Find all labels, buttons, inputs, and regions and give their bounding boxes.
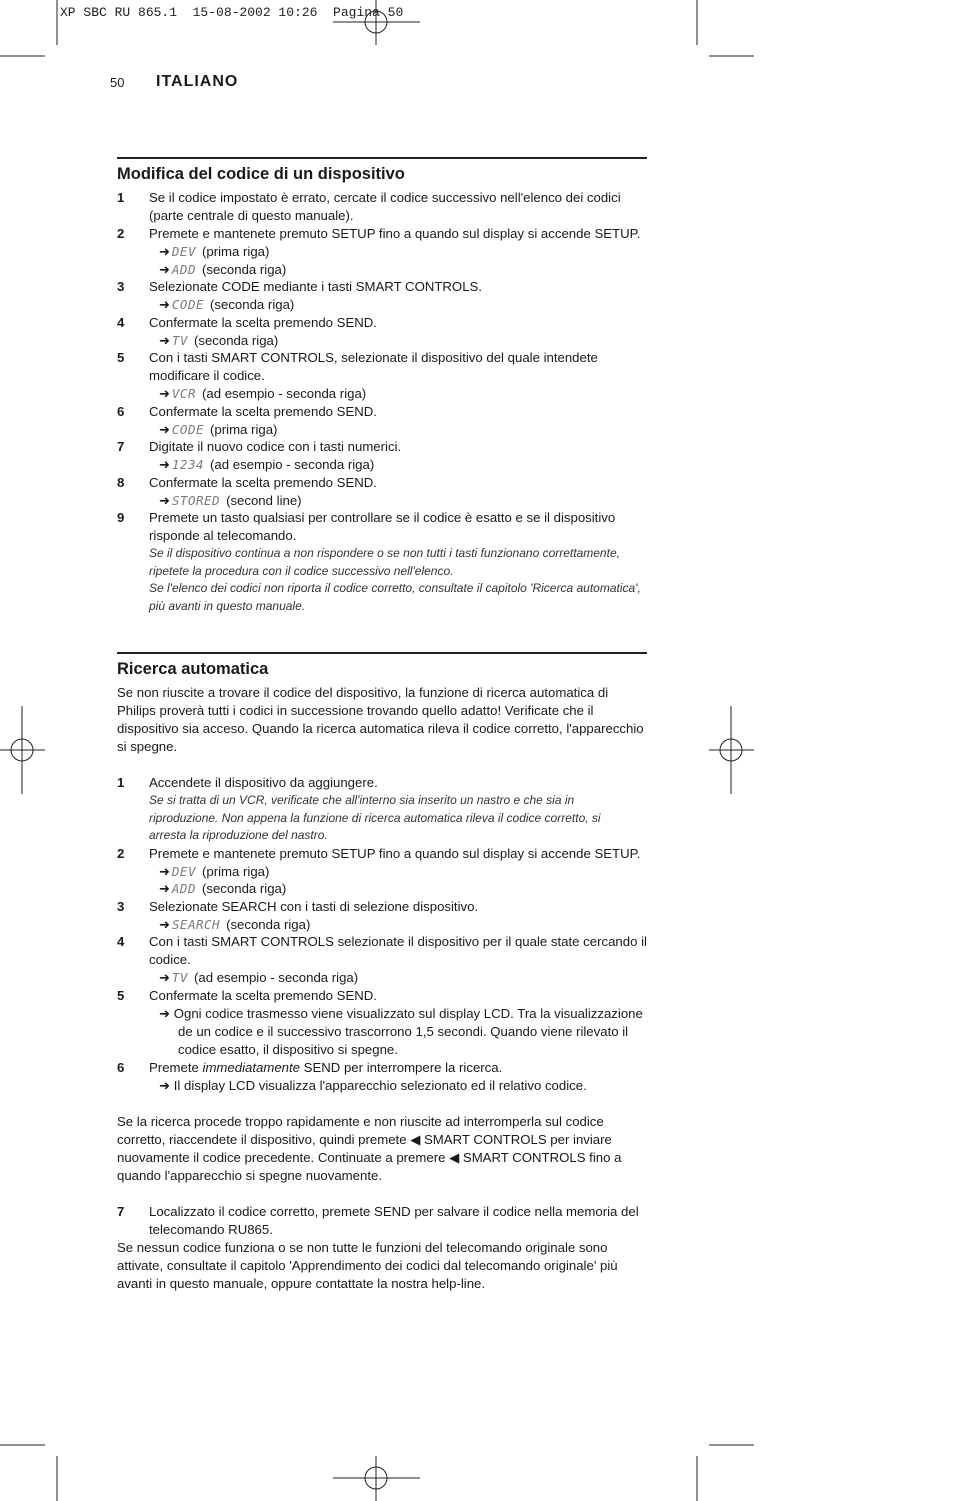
arrow-icon: ➜ [159,492,170,508]
step-number: 5 [117,350,125,365]
arrow-icon: ➜ [159,386,170,401]
step-number: 1 [117,775,125,790]
lcd-display-text: DEV [171,863,196,879]
page-number: 50 [110,75,125,90]
note: Se il dispositivo continua a non rispondere o se non tutti i tasti funzionano correttamente, ripetete la procedura con il codice successivo nell'elenco. [149,546,620,578]
result-text: Il display LCD visualizza l'apparecchio selezionato ed il relativo codice. [173,1077,587,1093]
lcd-display-text: CODE [171,297,205,312]
step [117,349,647,385]
step-number: 3 [117,898,125,914]
step-number: 3 [117,279,125,294]
lcd-display-text: 1234 [171,457,205,472]
step [117,474,647,492]
result-line [117,421,647,439]
paragraph: Se nessun codice funziona o se non tutte le funzioni del telecomando originale sono attivate, consultate il capitolo 'Apprendimento dei codici dal telecomando originale' più avanti in questo manuale, oppure contattate la nostra help-line. [117,1239,618,1291]
step [117,845,647,863]
step-text: Accendete il dispositivo da aggiungere. [149,775,378,790]
step-number: 7 [117,1203,125,1219]
section-auto-search [117,652,647,1293]
step-number: 6 [117,403,125,419]
arrow-icon: ➜ [159,244,170,259]
result-line [117,1005,647,1059]
note: Se l'elenco dei codici non riporta il codice corretto, consultate il capitolo 'Ricerca automatica', più avanti in questo manuale. [149,581,641,613]
step [117,774,647,792]
printer-slug: XP SBC RU 865.1 15-08-2002 10:26 Pagina 50 [60,5,404,20]
result-text: (seconda riga) [201,881,287,896]
result-line [117,332,647,350]
step-number: 1 [117,190,125,205]
section-title: Ricerca automatica [117,660,269,678]
section-rule [117,652,647,654]
result-text: Ogni codice trasmesso viene visualizzato sul display LCD. Tra la visualizzazione de un codice e il successivo trascorrono 1,5 secondi. Quando viene rilevato il codice esatto, il dispositivo si spegne. [173,1005,643,1057]
lcd-display-text: TV [171,332,188,348]
result-text: (prima riga) [210,421,278,437]
section-rule [117,157,647,159]
step-text: Premete e mantenete premuto SETUP fino a quando sul display si accende SETUP. [149,845,641,861]
step-text: Selezionate SEARCH con i tasti di selezione dispositivo. [149,898,479,914]
result-line [117,1077,647,1095]
result-line [117,916,647,934]
result-line [117,880,647,898]
step-number: 6 [117,1059,125,1075]
result-text: (second line) [226,492,302,508]
lcd-display-text: ADD [171,881,196,896]
step [117,225,647,243]
result-text: (prima riga) [201,863,270,879]
step [117,403,647,421]
step-text: Confermate la scelta premendo SEND. [149,474,377,490]
step-text: Confermate la scelta premendo SEND. [149,987,377,1003]
step-text: Localizzato il codice corretto, premete SEND per salvare il codice nella memoria del telecomando RU865. [149,1203,639,1237]
result-text: (ad esempio - seconda riga) [210,457,375,472]
result-line [117,243,647,261]
arrow-icon: ➜ [159,261,170,277]
step [117,1203,647,1239]
step-text: Confermate la scelta premendo SEND. [149,314,377,330]
result-text: (seconda riga) [226,916,311,932]
lcd-display-text: STORED [171,492,221,508]
lcd-display-text: SEARCH [171,916,221,932]
arrow-icon: ➜ [159,1077,171,1093]
lcd-display-text: CODE [171,421,205,437]
step-text: Digitate il nuovo codice con i tasti numerici. [149,439,402,454]
result-line [117,296,647,314]
result-line [117,385,647,403]
step [117,1059,647,1077]
result-line [117,969,647,987]
arrow-icon: ➜ [159,916,170,932]
step [117,189,647,225]
section-modify-code [117,157,647,615]
step-number: 8 [117,474,125,490]
step-text: Se il codice impostato è errato, cercate il codice successivo nell'elenco dei codici (parte centrale di questo manuale). [149,190,621,223]
arrow-icon: ➜ [159,881,170,896]
lcd-display-text: DEV [171,244,196,259]
paragraph: Se la ricerca procede troppo rapidamente e non riuscite ad interromperla sul codice corretto, riaccendete il dispositivo, quindi premete ◀ SMART CONTROLS per inviare nuovamente il codice precedente. Continuate a premere ◀ SMART CONTROLS fino a quando l'apparecchio si spegne nuovamente. [117,1113,622,1183]
arrow-icon: ➜ [159,297,170,312]
result-text: (ad esempio - seconda riga) [201,386,367,401]
result-line [117,863,647,881]
step-number: 2 [117,845,125,861]
step-text: Confermate la scelta premendo SEND. [149,403,377,419]
step-text: Con i tasti SMART CONTROLS, selezionate il dispositivo del quale intendete modificare il codice. [149,350,598,383]
result-line [117,492,647,510]
arrow-icon: ➜ [159,1005,171,1021]
step-text-emphasis: immediatamente [202,1059,300,1075]
step-number: 9 [117,510,125,525]
result-text: (prima riga) [201,244,270,259]
result-text: (seconda riga) [201,261,287,277]
step [117,898,647,916]
result-line [117,261,647,279]
note: Se si tratta di un VCR, verificate che all'interno sia inserito un nastro e che sia in riproduzione. Non appena la funzione di ricerca automatica rileva il codice corretto, si arresta la riproduzione del nastro. [149,793,601,842]
step [117,933,647,969]
section-title: Modifica del codice di un dispositivo [117,165,405,183]
step [117,314,647,332]
step-number: 7 [117,439,125,454]
lcd-display-text: VCR [171,386,196,401]
lcd-display-text: TV [171,970,188,985]
step [117,509,647,545]
lcd-display-text: ADD [171,261,196,277]
result-text: (seconda riga) [193,332,279,348]
step-number: 4 [117,314,125,330]
result-line [117,456,647,474]
result-text: (seconda riga) [210,297,295,312]
step [117,438,647,456]
step-text: Premete [149,1059,203,1075]
arrow-icon: ➜ [159,332,170,348]
arrow-icon: ➜ [159,970,170,985]
step [117,278,647,296]
language-header: ITALIANO [156,73,239,90]
arrow-icon: ➜ [159,863,170,879]
result-text: (ad esempio - seconda riga) [193,970,359,985]
intro-paragraph: Se non riuscite a trovare il codice del dispositivo, la funzione di ricerca automatica di Philips proverà tutti i codici in successione trovando quello adatto! Verificate che il dispositivo sia acceso. Quando la ricerca automatica rileva il codice corretto, l'apparecchio si spegne. [117,685,644,754]
step-number: 2 [117,226,125,241]
step-text: Premete e mantenete premuto SETUP fino a quando sul display si accende SETUP. [149,226,641,241]
step-text: Premete un tasto qualsiasi per controllare se il codice è esatto e se il dispositivo risponde al telecomando. [149,510,616,543]
step-text: Con i tasti SMART CONTROLS selezionate il dispositivo per il quale state cercando il codice. [149,934,647,967]
step-text: SEND per interrompere la ricerca. [300,1059,503,1075]
arrow-icon: ➜ [159,421,170,437]
step-number: 5 [117,987,125,1003]
arrow-icon: ➜ [159,457,170,472]
step [117,987,647,1005]
step-text: Selezionate CODE mediante i tasti SMART CONTROLS. [149,279,482,294]
step-number: 4 [117,934,125,949]
